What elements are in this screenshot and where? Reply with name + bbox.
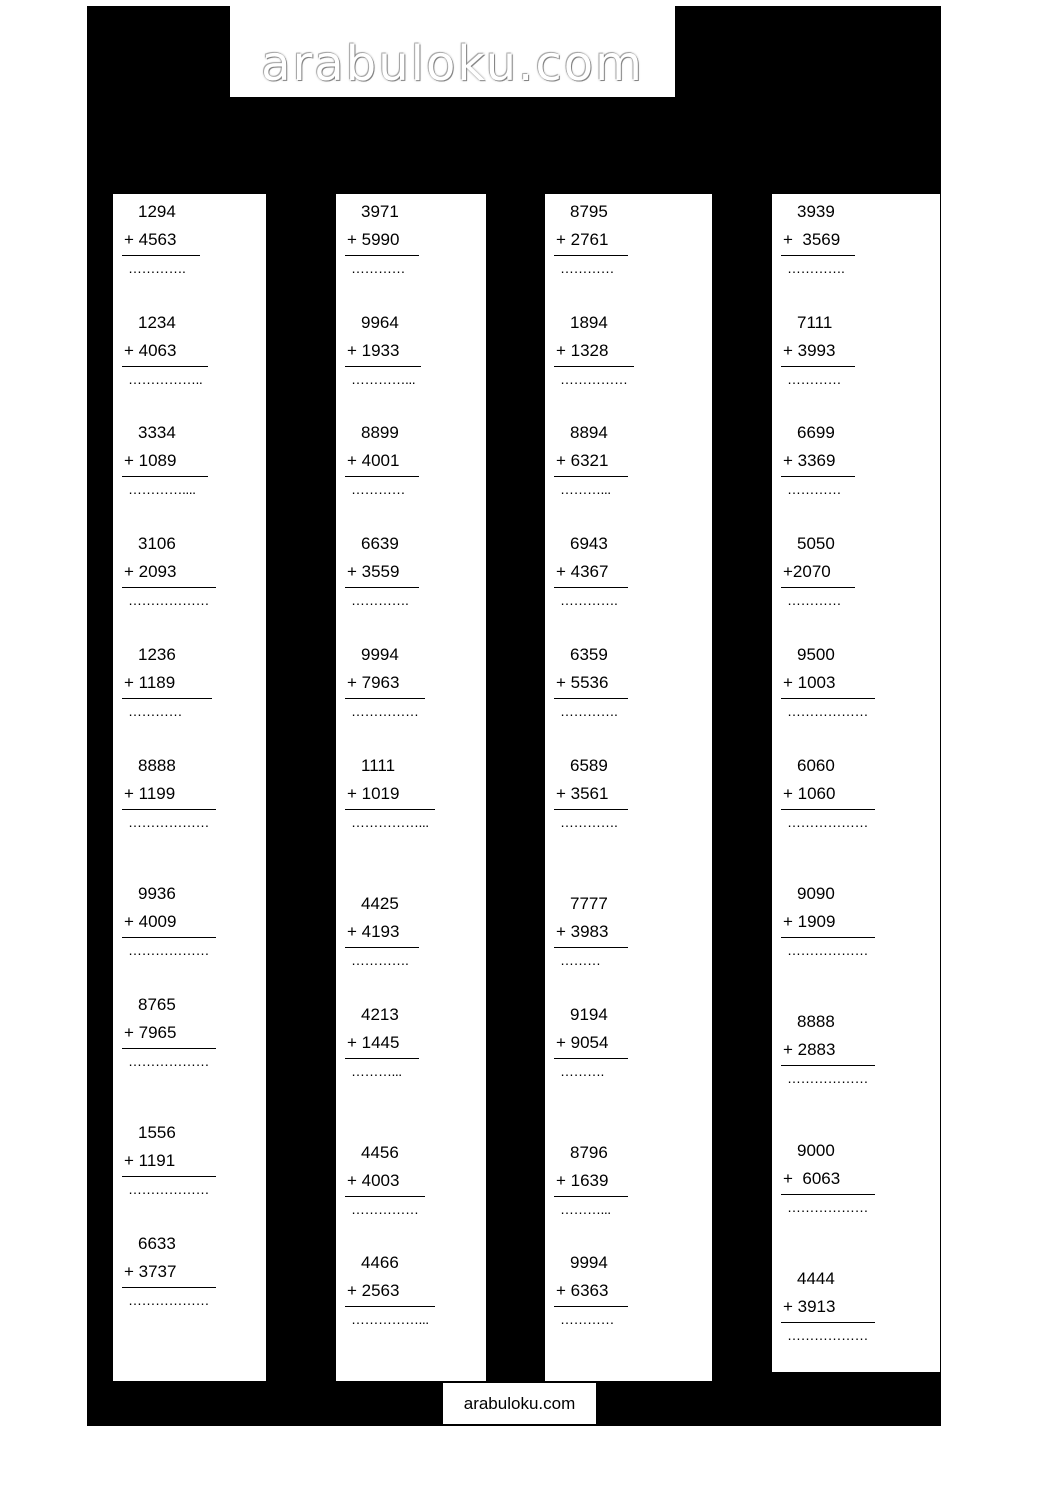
- addend-top: 9994: [361, 645, 399, 664]
- answer-blank: ………………: [787, 942, 868, 958]
- addend-top: 4425: [361, 894, 399, 913]
- sum-line: [554, 1058, 628, 1059]
- answer-blank: ………………: [128, 1053, 209, 1069]
- answer-blank: ………...: [351, 1063, 402, 1079]
- sum-line: [345, 698, 425, 699]
- sum-line: [345, 1058, 419, 1059]
- addend-bottom: + 6063: [783, 1169, 841, 1188]
- addend-top: 8796: [570, 1143, 608, 1162]
- sum-line: [554, 366, 634, 367]
- sum-line: [781, 476, 855, 477]
- problem-column-4: [772, 194, 940, 1372]
- addend-bottom: + 1191: [124, 1151, 176, 1170]
- addend-top: 3939: [797, 202, 835, 221]
- problem-column-1: [113, 194, 266, 1381]
- addend-bottom: + 6363: [556, 1281, 609, 1300]
- sum-line: [345, 255, 419, 256]
- answer-blank: …………: [351, 481, 405, 497]
- addend-top: 6943: [570, 534, 608, 553]
- answer-blank: ………….: [560, 814, 618, 830]
- addend-top: 1236: [138, 645, 176, 664]
- addend-top: 1556: [138, 1123, 176, 1142]
- sum-line: [554, 698, 628, 699]
- addend-top: 9994: [570, 1253, 608, 1272]
- addend-bottom: + 1189: [124, 673, 176, 692]
- addend-top: 9936: [138, 884, 176, 903]
- problem-column-3: [545, 194, 712, 1381]
- answer-blank: ………...: [560, 481, 611, 497]
- addend-bottom: + 2761: [556, 230, 609, 249]
- answer-blank: …………: [351, 260, 405, 276]
- answer-blank: ………………: [128, 1292, 209, 1308]
- addend-top: 3106: [138, 534, 176, 553]
- footer-site-label: arabuloku.com: [443, 1383, 596, 1424]
- sum-line: [554, 476, 628, 477]
- sum-line: [122, 809, 216, 810]
- addend-bottom: + 4003: [347, 1171, 400, 1190]
- sum-line: [554, 1306, 628, 1307]
- sum-line: [781, 698, 875, 699]
- answer-blank: …………: [560, 260, 614, 276]
- addend-bottom: + 9054: [556, 1033, 609, 1052]
- answer-blank: …………...: [351, 371, 416, 387]
- addend-bottom: + 3737: [124, 1262, 177, 1281]
- addend-top: 9090: [797, 884, 835, 903]
- sum-line: [554, 587, 628, 588]
- addend-top: 6639: [361, 534, 399, 553]
- answer-blank: ………….: [787, 260, 845, 276]
- answer-blank: ………...: [560, 1201, 611, 1217]
- addend-top: 7111: [797, 313, 833, 332]
- addend-bottom: + 7965: [124, 1023, 177, 1042]
- addend-top: 1111: [361, 756, 396, 775]
- sum-line: [781, 587, 855, 588]
- answer-blank: ………………: [128, 1181, 209, 1197]
- addend-bottom: + 2563: [347, 1281, 400, 1300]
- addend-bottom: + 5990: [347, 230, 400, 249]
- sum-line: [554, 809, 628, 810]
- addend-bottom: + 4009: [124, 912, 177, 931]
- answer-blank: ………….: [560, 592, 618, 608]
- sum-line: [122, 698, 212, 699]
- sum-line: [345, 476, 419, 477]
- problem-column-2: [336, 194, 486, 1381]
- sum-line: [781, 1322, 875, 1323]
- answer-blank: ……………: [351, 1201, 419, 1217]
- sum-line: [781, 1065, 875, 1066]
- sum-line: [122, 1048, 216, 1049]
- answer-blank: ………: [560, 952, 601, 968]
- answer-blank: ………………: [787, 1327, 868, 1343]
- addend-top: 8765: [138, 995, 176, 1014]
- sum-line: [554, 947, 628, 948]
- addend-bottom: + 1003: [783, 673, 836, 692]
- addend-top: 1294: [138, 202, 176, 221]
- addend-bottom: + 1199: [124, 784, 176, 803]
- answer-blank: …………: [787, 481, 841, 497]
- addend-top: 6589: [570, 756, 608, 775]
- addend-top: 9000: [797, 1141, 835, 1160]
- addend-top: 4213: [361, 1005, 399, 1024]
- addend-bottom: + 4563: [124, 230, 177, 249]
- logo-text: arabuloku.com: [261, 36, 644, 92]
- addend-bottom: + 2883: [783, 1040, 836, 1059]
- addend-top: 6633: [138, 1234, 176, 1253]
- addend-bottom: + 1089: [124, 451, 177, 470]
- addend-top: 6359: [570, 645, 608, 664]
- sum-line: [554, 255, 628, 256]
- addend-top: 5050: [797, 534, 835, 553]
- answer-blank: ………….: [128, 260, 186, 276]
- logo-watermark-box: [230, 6, 675, 97]
- addend-bottom: + 2093: [124, 562, 177, 581]
- sum-line: [781, 255, 855, 256]
- sum-line: [781, 1194, 875, 1195]
- answer-blank: ………………: [128, 814, 209, 830]
- answer-blank: …………: [787, 371, 841, 387]
- addend-bottom: + 4367: [556, 562, 609, 581]
- answer-blank: ………………: [128, 942, 209, 958]
- addend-bottom: + 3569: [783, 230, 841, 249]
- sum-line: [345, 1196, 425, 1197]
- addend-top: 8888: [797, 1012, 835, 1031]
- sum-line: [781, 937, 875, 938]
- addend-bottom: + 5536: [556, 673, 609, 692]
- answer-blank: ……………: [351, 703, 419, 719]
- sum-line: [554, 1196, 628, 1197]
- answer-blank: ………………: [128, 592, 209, 608]
- sum-line: [345, 947, 419, 948]
- addend-top: 4466: [361, 1253, 399, 1272]
- sum-line: [122, 937, 216, 938]
- answer-blank: ……….: [560, 1063, 604, 1079]
- sum-line: [345, 587, 419, 588]
- addend-bottom: + 4001: [347, 451, 400, 470]
- addend-bottom: + 3559: [347, 562, 400, 581]
- addend-bottom: + 1909: [783, 912, 836, 931]
- sum-line: [345, 1306, 435, 1307]
- answer-blank: ……………...: [351, 814, 429, 830]
- sum-line: [122, 1287, 216, 1288]
- addend-bottom: + 4193: [347, 922, 400, 941]
- addend-top: 4456: [361, 1143, 399, 1162]
- addend-bottom: + 7963: [347, 673, 400, 692]
- answer-blank: ………………: [787, 1199, 868, 1215]
- sum-line: [122, 255, 200, 256]
- addend-bottom: + 3561: [556, 784, 609, 803]
- addend-top: 9194: [570, 1005, 608, 1024]
- sum-line: [781, 809, 875, 810]
- addend-top: 3971: [361, 202, 399, 221]
- addend-bottom: + 3369: [783, 451, 836, 470]
- sum-line: [345, 809, 435, 810]
- answer-blank: ………………: [787, 703, 868, 719]
- addend-top: 8795: [570, 202, 608, 221]
- answer-blank: ………….: [560, 703, 618, 719]
- answer-blank: ………………: [787, 1070, 868, 1086]
- answer-blank: …………: [128, 703, 182, 719]
- addend-bottom: + 1060: [783, 784, 836, 803]
- answer-blank: ……………: [560, 371, 628, 387]
- addend-bottom: + 3983: [556, 922, 609, 941]
- addend-bottom: + 4063: [124, 341, 177, 360]
- addend-top: 3334: [138, 423, 176, 442]
- addend-bottom: +2070: [783, 562, 831, 581]
- addend-bottom: + 3993: [783, 341, 836, 360]
- answer-blank: …………: [787, 592, 841, 608]
- addend-bottom: + 6321: [556, 451, 609, 470]
- addend-bottom: + 1933: [347, 341, 400, 360]
- addend-top: 1894: [570, 313, 608, 332]
- addend-top: 8888: [138, 756, 176, 775]
- addend-bottom: + 1445: [347, 1033, 400, 1052]
- addend-top: 9500: [797, 645, 835, 664]
- answer-blank: ………….: [351, 592, 409, 608]
- sum-line: [122, 587, 216, 588]
- answer-blank: ……………...: [351, 1311, 429, 1327]
- addend-top: 9964: [361, 313, 399, 332]
- addend-bottom: + 3913: [783, 1297, 836, 1316]
- addend-top: 7777: [570, 894, 608, 913]
- addend-top: 6699: [797, 423, 835, 442]
- sum-line: [122, 366, 208, 367]
- addend-bottom: + 1639: [556, 1171, 609, 1190]
- addend-top: 4444: [797, 1269, 835, 1288]
- addend-top: 8899: [361, 423, 399, 442]
- answer-blank: ……………..: [128, 371, 203, 387]
- sum-line: [122, 1176, 216, 1177]
- answer-blank: ………….: [351, 952, 409, 968]
- answer-blank: …………: [560, 1311, 614, 1327]
- addend-bottom: + 1019: [347, 784, 400, 803]
- addend-top: 6060: [797, 756, 835, 775]
- addend-bottom: + 1328: [556, 341, 609, 360]
- addend-top: 1234: [138, 313, 176, 332]
- addend-top: 8894: [570, 423, 608, 442]
- answer-blank: …………....: [128, 481, 196, 497]
- sum-line: [781, 366, 855, 367]
- sum-line: [345, 366, 421, 367]
- sum-line: [122, 476, 208, 477]
- answer-blank: ………………: [787, 814, 868, 830]
